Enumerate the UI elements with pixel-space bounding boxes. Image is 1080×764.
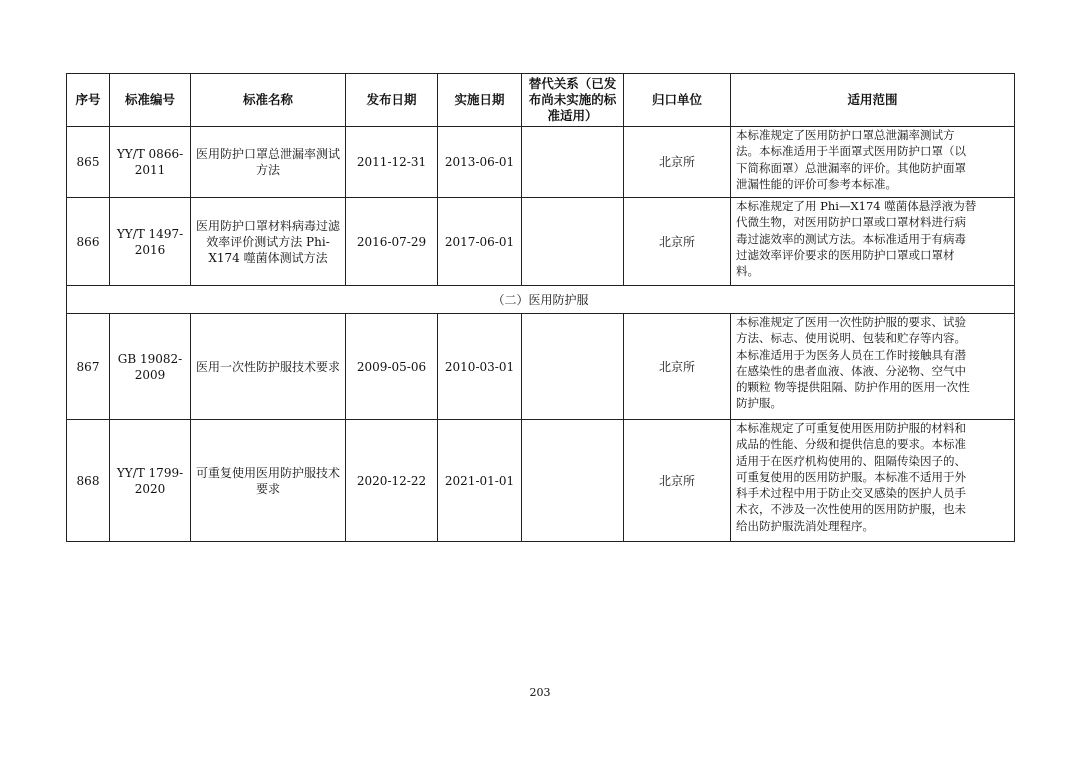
- header-code: 标准编号: [110, 74, 191, 127]
- section-title: （二）医用防护服: [67, 286, 1015, 314]
- cell-unit: 北京所: [624, 420, 731, 542]
- cell-unit: 北京所: [624, 198, 731, 286]
- scope-line: 科手术过程中用于防止交叉感染的医护人员手: [736, 486, 966, 501]
- scope-line: 在感染性的患者血液、体液、分泌物、空气中: [736, 363, 966, 378]
- scope-line: 成品的性能、分级和提供信息的要求。本标准: [736, 437, 966, 452]
- cell-code: GB 19082-2009: [110, 314, 191, 420]
- cell-impl-date: 2010-03-01: [438, 314, 522, 420]
- scope-line: 泄漏性能的评价可参考本标准。: [736, 176, 897, 191]
- cell-code: YY/T 1497-2016: [110, 198, 191, 286]
- header-row: [67, 74, 1015, 127]
- table-row: [67, 420, 1015, 542]
- cell-issue-date: 2020-12-22: [346, 420, 438, 542]
- scope-line: 法。本标准适用于半面罩式医用防护口罩（以: [736, 144, 966, 159]
- section-row: [67, 286, 1015, 314]
- header-no: 序号: [67, 74, 110, 127]
- table-row: [67, 127, 1015, 198]
- scope-line: 术衣，不涉及一次性使用的医用防护服，也未: [736, 502, 966, 517]
- header-name: 标准名称: [191, 74, 346, 127]
- cell-scope: [731, 127, 1015, 198]
- cell-replace: [522, 420, 624, 542]
- header-scope: 适用范围: [731, 74, 1015, 127]
- scope-line: 防护服。: [736, 396, 782, 411]
- header-replace: 替代关系（已发布尚未实施的标准适用）: [522, 74, 624, 127]
- cell-no: 866: [67, 198, 110, 286]
- cell-unit: 北京所: [624, 127, 731, 198]
- cell-replace: [522, 127, 624, 198]
- cell-issue-date: 2016-07-29: [346, 198, 438, 286]
- cell-scope: [731, 198, 1015, 286]
- cell-no: 867: [67, 314, 110, 420]
- scope-line: 本标准规定了医用一次性防护服的要求、试验: [736, 315, 966, 329]
- table-row: [67, 314, 1015, 420]
- standards-table: [66, 73, 1015, 542]
- scope-line: 本标准规定了医用防护口罩总泄漏率测试方: [736, 128, 955, 142]
- cell-no: 865: [67, 127, 110, 198]
- page-number: 203: [529, 686, 551, 699]
- cell-name: 可重复使用医用防护服技术要求: [191, 420, 346, 542]
- scope-line: 代微生物，对医用防护口罩或口罩材料进行病: [736, 215, 966, 230]
- scope-line: 本标准规定了用 Phi—X174 噬菌体悬浮液为替: [736, 199, 977, 213]
- cell-name: 医用防护口罩材料病毒过滤效率评价测试方法 Phi-X174 噬菌体测试方法: [191, 198, 346, 286]
- cell-unit: 北京所: [624, 314, 731, 420]
- header-issue-date: 发布日期: [346, 74, 438, 127]
- scope-line: 本标准适用于为医务人员在工作时接触具有潜: [736, 347, 966, 362]
- cell-impl-date: 2013-06-01: [438, 127, 522, 198]
- cell-code: YY/T 1799-2020: [110, 420, 191, 542]
- scope-line: 方法、标志、使用说明、包装和贮存等内容。: [736, 331, 966, 346]
- cell-name: 医用一次性防护服技术要求: [191, 314, 346, 420]
- cell-issue-date: 2009-05-06: [346, 314, 438, 420]
- cell-replace: [522, 198, 624, 286]
- scope-line: 毒过滤效率的测试方法。本标准适用于有病毒: [736, 231, 966, 246]
- cell-scope: [731, 420, 1015, 542]
- cell-replace: [522, 314, 624, 420]
- table-row: [67, 198, 1015, 286]
- scope-line: 给出防护服洗消处理程序。: [736, 518, 874, 533]
- cell-scope: [731, 314, 1015, 420]
- scope-line: 本标准规定了可重复使用医用防护服的材料和: [736, 421, 966, 435]
- cell-issue-date: 2011-12-31: [346, 127, 438, 198]
- header-unit: 归口单位: [624, 74, 731, 127]
- scope-line: 的颗粒 物等提供阻隔、防护作用的医用一次性: [736, 380, 970, 395]
- cell-no: 868: [67, 420, 110, 542]
- cell-name: 医用防护口罩总泄漏率测试方法: [191, 127, 346, 198]
- scope-line: 可重复使用的医用防护服。本标准不适用于外: [736, 469, 966, 484]
- cell-code: YY/T 0866-2011: [110, 127, 191, 198]
- scope-line: 过滤效率评价要求的医用防护口罩或口罩材: [736, 247, 955, 262]
- scope-line: 适用于在医疗机构使用的、阻隔传染因子的、: [736, 453, 966, 468]
- scope-line: 料。: [736, 264, 759, 279]
- cell-impl-date: 2021-01-01: [438, 420, 522, 542]
- cell-impl-date: 2017-06-01: [438, 198, 522, 286]
- scope-line: 下简称面罩）总泄漏率的评价。其他防护面罩: [736, 160, 966, 175]
- header-impl-date: 实施日期: [438, 74, 522, 127]
